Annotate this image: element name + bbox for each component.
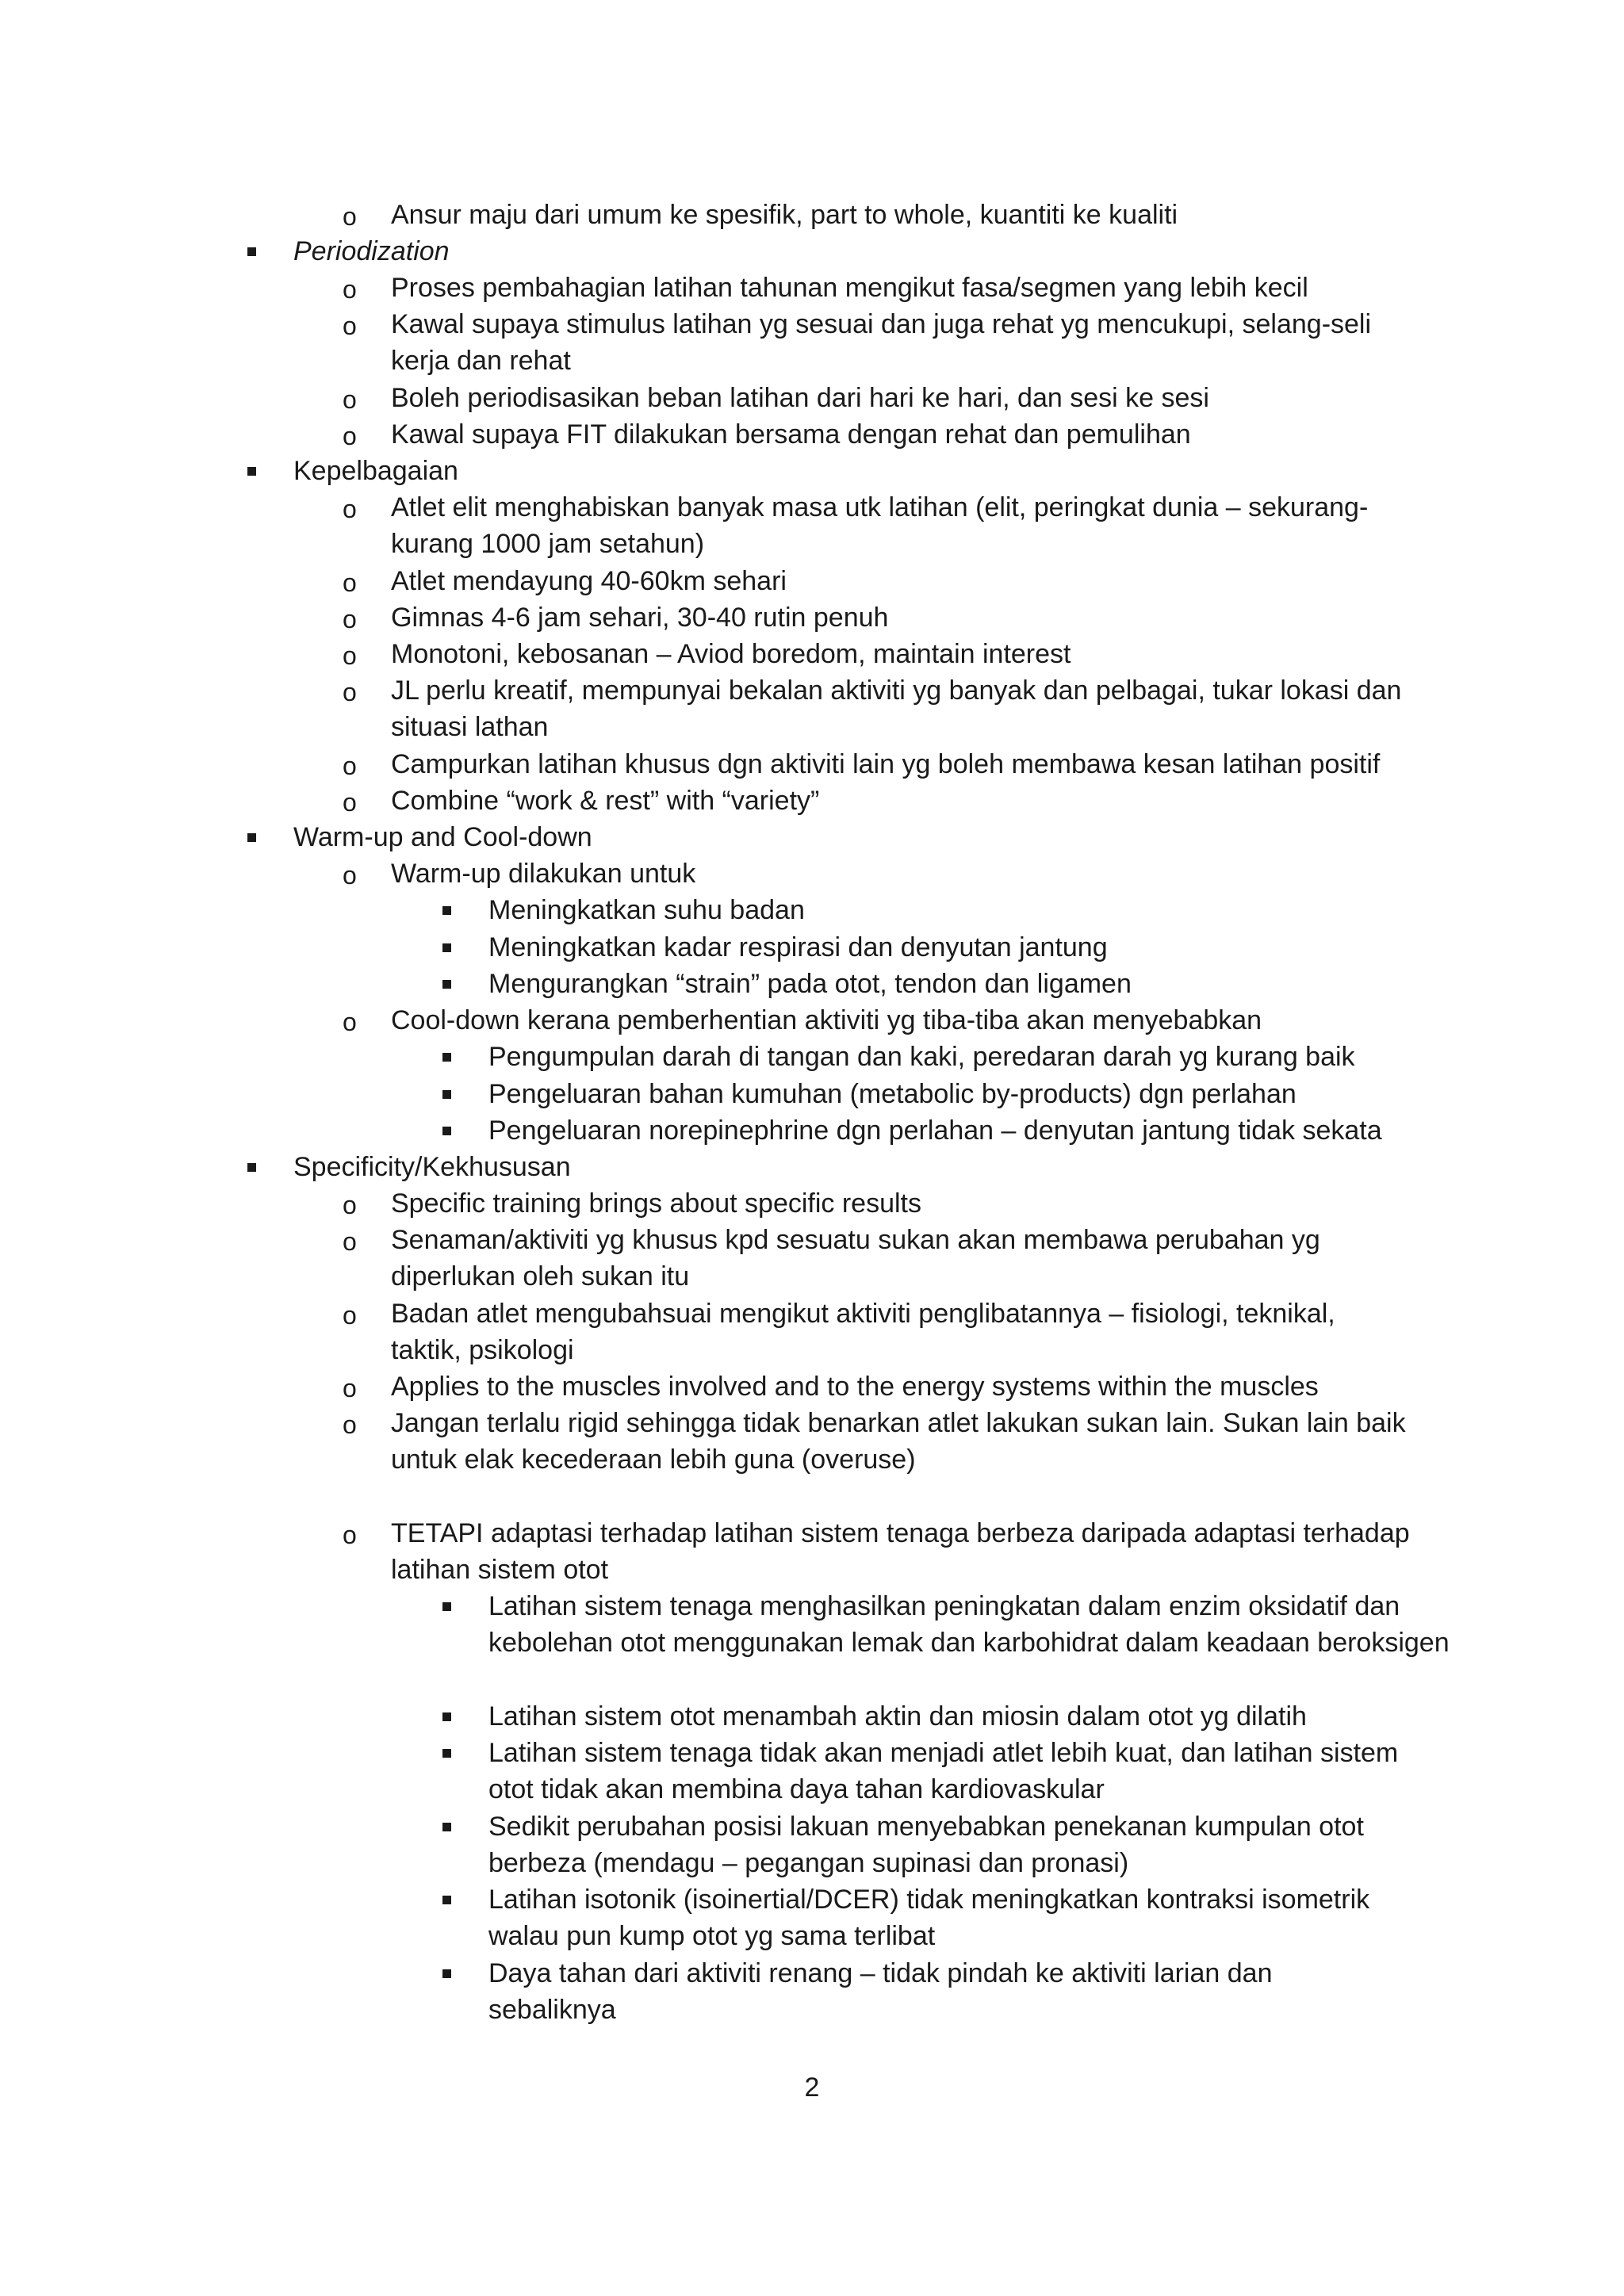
hollow-bullet-icon: o <box>343 752 357 780</box>
hollow-bullet-icon: o <box>343 1227 357 1256</box>
hollow-bullet-icon: o <box>343 788 357 817</box>
square-bullet-icon <box>442 1712 451 1721</box>
list-item: Pengumpulan darah di tangan dan kaki, peredaran darah yg kurang baik <box>488 1039 1472 1075</box>
square-bullet-icon <box>247 247 256 256</box>
hollow-bullet-icon: o <box>343 1521 357 1549</box>
list-item: o Atlet elit menghabiskan banyak masa utk latihan (elit, peringkat dunia – sekurang-kurang 1000 jam setahun) <box>343 492 1369 560</box>
square-bullet-icon <box>442 1090 451 1099</box>
list-item-heading: Specificity/Kekhususan <box>293 1149 1404 1185</box>
hollow-bullet-icon: o <box>343 1191 357 1219</box>
hollow-bullet-icon: o <box>343 1410 357 1439</box>
square-bullet-icon <box>442 1896 451 1904</box>
hollow-bullet-icon: o <box>343 641 357 670</box>
square-bullet-icon <box>442 1969 451 1978</box>
square-bullet-icon <box>442 943 451 952</box>
square-bullet-icon <box>442 906 451 915</box>
list-item: Latihan sistem tenaga tidak akan menjadi atlet lebih kuat, dan latihan sistem otot tidak akan membina daya tahan kardiovaskular <box>488 1735 1448 1808</box>
hollow-bullet-icon: o <box>343 422 357 450</box>
list-item: Meningkatkan kadar respirasi dan denyutan jantung <box>488 929 1472 966</box>
list-item: o TETAPI adaptasi terhadap latihan sistem tenaga berbeza daripada adaptasi terhadap latihan sistem otot <box>343 1518 1410 1586</box>
list-item: Pengeluaran norepinephrine dgn perlahan – denyutan jantung tidak sekata <box>488 1112 1472 1149</box>
list-item-heading: Periodization <box>293 233 1404 270</box>
list-item: Latihan sistem tenaga menghasilkan peningkatan dalam enzim oksidatif dan kebolehan otot menggunakan lemak dan karbohidrat dalam keadaan beroksigen <box>488 1588 1456 1662</box>
list-item: Latihan isotonik (isoinertial/DCER) tidak meningkatkan kontraksi isometrik walau pun kump otot yg sama terlibat <box>488 1881 1424 1955</box>
hollow-bullet-icon: o <box>343 1008 357 1036</box>
list-item: o Senaman/aktiviti yg khusus kpd sesuatu sukan akan membawa perubahan yg diperlukan oleh sukan itu <box>343 1225 1320 1292</box>
hollow-bullet-icon: o <box>343 1301 357 1330</box>
list-item: o Jangan terlalu rigid sehingga tidak benarkan atlet lakukan sukan lain. Sukan lain baik untuk elak kecederaan lebih guna (overuse) <box>343 1408 1406 1475</box>
square-bullet-icon <box>442 1749 451 1758</box>
square-bullet-icon <box>442 1127 451 1135</box>
list-item: o Monotoni, kebosanan – Aviod boredom, maintain interest <box>391 636 1454 672</box>
list-item: o Warm-up dilakukan untuk <box>391 855 1454 892</box>
hollow-bullet-icon: o <box>343 385 357 414</box>
list-item: o Specific training brings about specific results <box>391 1185 1454 1222</box>
list-item: o JL perlu kreatif, mempunyai bekalan aktiviti yg banyak dan pelbagai, tukar lokasi dan situasi lathan <box>343 675 1402 743</box>
square-bullet-icon <box>442 980 451 989</box>
hollow-bullet-icon: o <box>343 678 357 706</box>
hollow-bullet-icon: o <box>343 1374 357 1402</box>
hollow-bullet-icon: o <box>343 861 357 890</box>
hollow-bullet-icon: o <box>343 605 357 633</box>
list-item: Sedikit perubahan posisi lakuan menyebabkan penekanan kumpulan otot berbeza (mendagu – pegangan supinasi dan pronasi) <box>488 1808 1400 1882</box>
square-bullet-icon <box>442 1823 451 1831</box>
list-item: o Boleh periodisasikan beban latihan dari hari ke hari, dan sesi ke sesi <box>391 380 1454 416</box>
page-number: 2 <box>804 2072 820 2103</box>
hollow-bullet-icon: o <box>343 495 357 523</box>
hollow-bullet-icon: o <box>343 275 357 304</box>
square-bullet-icon <box>442 1053 451 1062</box>
list-item: o Cool-down kerana pemberhentian aktiviti yg tiba-tiba akan menyebabkan <box>391 1002 1454 1039</box>
list-item: o Applies to the muscles involved and to the energy systems within the muscles <box>391 1368 1454 1405</box>
list-item: Mengurangkan “strain” pada otot, tendon dan ligamen <box>488 966 1472 1002</box>
list-item: o Kawal supaya stimulus latihan yg sesuai dan juga rehat yg mencukupi, selang-seli kerja dan rehat <box>343 309 1372 377</box>
list-item: Meningkatkan suhu badan <box>488 892 1472 928</box>
list-item: Daya tahan dari aktiviti renang – tidak pindah ke aktiviti larian dan sebaliknya <box>488 1955 1345 2029</box>
list-item-heading: Warm-up and Cool-down <box>293 819 1404 855</box>
hollow-bullet-icon: o <box>343 312 357 340</box>
square-bullet-icon <box>247 467 256 476</box>
list-item: o Proses pembahagian latihan tahunan mengikut fasa/segmen yang lebih kecil <box>391 270 1454 306</box>
list-item: Latihan sistem otot menambah aktin dan miosin dalam otot yg dilatih <box>488 1698 1472 1735</box>
list-item: o Combine “work & rest” with “variety” <box>391 783 1454 819</box>
list-item: o Kawal supaya FIT dilakukan bersama dengan rehat dan pemulihan <box>391 416 1454 453</box>
list-item: o Atlet mendayung 40-60km sehari <box>391 563 1454 599</box>
list-item: o Gimnas 4-6 jam sehari, 30-40 rutin penuh <box>391 599 1454 636</box>
list-item: o Ansur maju dari umum ke spesifik, part to whole, kuantiti ke kualiti <box>391 197 1454 233</box>
square-bullet-icon <box>247 833 256 842</box>
hollow-bullet-icon: o <box>343 568 357 597</box>
hollow-bullet-icon: o <box>343 202 357 231</box>
list-item-heading: Kepelbagaian <box>293 453 1404 489</box>
list-item: Pengeluaran bahan kumuhan (metabolic by-products) dgn perlahan <box>488 1076 1472 1112</box>
square-bullet-icon <box>442 1602 451 1611</box>
list-item: o Badan atlet mengubahsuai mengikut aktiviti penglibatannya – fisiologi, teknikal, taktik, psikologi <box>343 1299 1335 1366</box>
list-item: o Campurkan latihan khusus dgn aktiviti lain yg boleh membawa kesan latihan positif <box>391 746 1454 783</box>
square-bullet-icon <box>247 1163 256 1172</box>
